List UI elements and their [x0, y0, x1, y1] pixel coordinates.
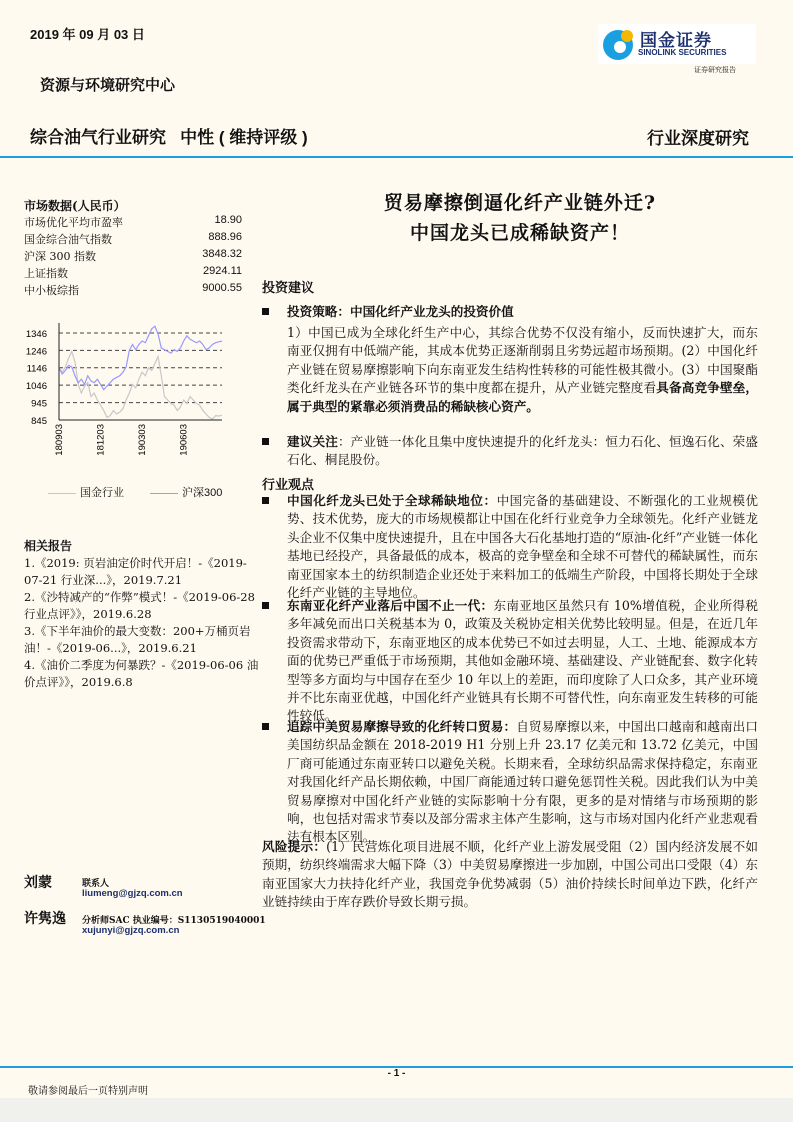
legend-line-blue: [150, 493, 178, 494]
author-role: 分析师SAC 执业编号：S1130519040001: [82, 916, 266, 926]
strategy-emphasis: 具备高竞争壁垒，属于典型的紧靠必须消费品的稀缺核心资产。: [287, 380, 759, 414]
risk-heading: 风险提示：: [262, 839, 327, 854]
legend-item: [48, 484, 124, 500]
y-tick-label: 1046: [25, 381, 47, 393]
market-row: [24, 231, 242, 247]
y-tick-label: 845: [31, 416, 47, 427]
risk-warning: [262, 838, 758, 912]
logo-en: SINOLINK SECURITIES: [638, 48, 727, 57]
market-value: 18.90: [214, 214, 242, 226]
market-value: 9000.55: [202, 282, 242, 294]
legend-label: 国金行业: [80, 487, 124, 499]
bullet-heading: 投资策略：中国化纤产业龙头的投资价值: [287, 304, 514, 319]
bullet-view: [262, 492, 758, 602]
market-row: [24, 265, 242, 281]
related-reports-title: 相关报告: [24, 539, 73, 553]
x-tick-label: 190603: [178, 424, 190, 456]
bullet-heading: 中国化纤龙头已处于全球稀缺地位：: [287, 493, 497, 508]
strategy-text: 1）中国已成为全球化纤生产中心，其综合优势不仅没有缩小，反而快速扩大，而东南亚仅拥有中低端产能，其成本优势正逐渐削弱且劣势远超市场预期。(2）中国化纤产业链在贸易摩擦影响下向东南亚发生结构性转移的可能性极其微小。(3）中国聚酯类化纤龙头在产业链各环节的集中度都在提升，从产业链完整度看: [287, 325, 758, 396]
bullet-view: [262, 597, 758, 726]
index-chart: [0, 315, 250, 475]
series-line: [59, 326, 222, 389]
report-title: [250, 188, 790, 248]
bullet-text: 东南亚地区虽然只有 10%增值税，企业所得税多年减免而出口关税基本为 0，政策及关税协定相关优势比较明显。但是，在近几年投资需求带动下，东南亚地区的成本优势已不如过去明显，人工、土地、能源成本方面的优势已严重低于市场预期，其他如金融环境、基础建设、产业链配套、数字化转型等多方面均与中国存在至少 10 年以上的差距，而印度除了人口众多，其产业环境并不比东南亚优越，中国化纤产业链具有长期不可替代性，向东南亚发生转移的可能性较低。: [287, 598, 759, 724]
y-tick-label: 945: [31, 398, 47, 410]
market-label: 沪深 300 指数: [24, 250, 96, 263]
report-date: 2019 年 09 月 03 日: [30, 27, 145, 42]
market-row: [24, 214, 242, 230]
report-type: 行业深度研究: [647, 129, 749, 149]
x-tick-label: 190303: [137, 424, 149, 456]
bullet-focus: [262, 433, 758, 470]
market-label: 上证指数: [24, 267, 68, 280]
market-data-title: 市场数据(人民币）: [24, 199, 126, 213]
legend-line-gray: [48, 493, 76, 494]
legend-item: [150, 484, 222, 500]
bullet-heading: 追踪中美贸易摩擦导致的化纤转口贸易：: [287, 719, 517, 734]
y-tick-label: 1146: [26, 363, 47, 375]
related-report-link[interactable]: 4.《油价二季度为何暴跌？-《2019-06-06 油价点评》》，2019.6.8: [24, 658, 259, 689]
logo-mark-icon: [600, 24, 638, 64]
related-report-link[interactable]: 2.《沙特减产的“作弊”模式！-《2019-06-28 行业点评》》，2019.6.28: [24, 590, 255, 621]
logo-cn: 国金证券: [640, 31, 712, 50]
related-report-link[interactable]: 1.《2019: 页岩油定价时代开启！-《2019-07-21 行业深...》，2019.7.21: [24, 556, 247, 587]
section-heading: 行业观点: [262, 478, 315, 493]
title-line: 贸易摩擦倒逼化纤产业链外迁?: [383, 192, 657, 214]
bullet-strategy: [262, 303, 758, 321]
x-tick-label: 181203: [95, 424, 107, 456]
author-name: 刘蒙: [24, 875, 52, 891]
author-email[interactable]: liumeng@gjzq.com.cn: [82, 888, 183, 899]
bullet-icon: [262, 723, 269, 730]
bullet-text: 中国完备的基础建设、不断强化的工业规模优势、技术优势，庞大的市场规模都让中国在化纤行业竞争力全球领先。化纤产业链龙头企业不仅集中度快速提升，且在中国各大石化基地打造的“原油-化纤”产业链一体化基地已经投产，具备最低的成本，极高的竞争壁垒和全球不可替代的稀缺属性，而东南亚国家本土的纺织制造企业还处于来料加工的低端生产阶段，中国将长期处于全球化纤产业链的主导地位。: [287, 493, 759, 601]
risk-text: (1）民营炼化项目进展不顺，化纤产业上游发展受阻（2）国内经济发展不如预期，纺织终端需求大幅下降（3）中美贸易摩擦进一步加剧，中国公司出口受限（4）东南亚国家大力扶持化纤产业，我国竞争优势减弱（5）油价持续长时间单边下跌，化纤产业链持续由于库存跌价导致长期亏损。: [262, 839, 758, 910]
author-role: 联系人: [82, 879, 110, 889]
bullet-text: 自贸易摩擦以来，中国出口越南和越南出口美国纺织品金额在 2018-2019 H1 分别上升 23.17 亿美元和 13.72 亿美元，中国厂商可能通过东南亚转口以避免关税。长期来看，全球纺织品需求保持稳定，东南亚对我国化纤产品长期依赖，中国厂商能通过转口避免惩罚性关税。因此我们认为中美贸易摩擦对中国化纤产业链的实际影响十分有限，更多的是对情绪与市场预期的影响，也包括对需求节奏以及部分需求主体产生影响，这与市场对国内化纤产业悲观看法有根本区别。: [287, 719, 759, 845]
bullet-icon: [262, 438, 269, 445]
bullet-text: ：产业链一体化且集中度快速提升的化纤龙头：恒力石化、恒逸石化、荣盛石化、桐昆股份。: [287, 434, 759, 468]
x-tick-label: 180903: [54, 424, 65, 456]
y-tick-label: 1246: [25, 346, 47, 358]
bullet-view: [262, 718, 758, 847]
y-tick-label: 1346: [25, 329, 47, 340]
market-label: 中小板综指: [24, 284, 79, 297]
chart-legend: [48, 484, 222, 500]
footer-disclaimer: 敬请参阅最后一页特别声明: [28, 1086, 148, 1097]
related-report-link[interactable]: 3.《下半年油价的最大变数：200+万桶页岩油！-《2019-06...》，2019.6.21: [24, 624, 251, 655]
bullet-heading: 建议关注: [287, 434, 338, 449]
logo-subtitle: 证券研究报告: [694, 66, 736, 74]
section-heading: 投资建议: [262, 281, 315, 296]
header-divider: [0, 156, 793, 158]
market-label: 市场优化平均市盈率: [24, 216, 123, 229]
bullet-icon: [262, 602, 269, 609]
title-line: 中国龙头已成稀缺资产！: [409, 222, 630, 244]
market-row: [24, 248, 242, 264]
bullet-icon: [262, 308, 269, 315]
market-value: 2924.11: [203, 265, 242, 277]
bullet-heading: 东南亚化纤产业落后中国不止一代：: [287, 598, 494, 613]
legend-label: 沪深300: [182, 487, 223, 499]
strategy-paragraph: [287, 324, 758, 416]
bullet-icon: [262, 497, 269, 504]
author-email[interactable]: xujunyi@gjzq.com.cn: [82, 925, 180, 936]
sector-rating: 综合油气行业研究 中性 ( 维持评级 ): [30, 128, 308, 147]
sinolink-logo: [598, 24, 756, 64]
page-number: - 1 -: [387, 1068, 406, 1079]
author-name: 许隽逸: [24, 911, 66, 927]
market-value: 888.96: [208, 231, 242, 243]
research-center: 资源与环境研究中心: [40, 76, 176, 94]
market-label: 国金综合油气指数: [24, 233, 112, 246]
market-row: [24, 282, 242, 298]
market-value: 3848.32: [202, 248, 242, 260]
